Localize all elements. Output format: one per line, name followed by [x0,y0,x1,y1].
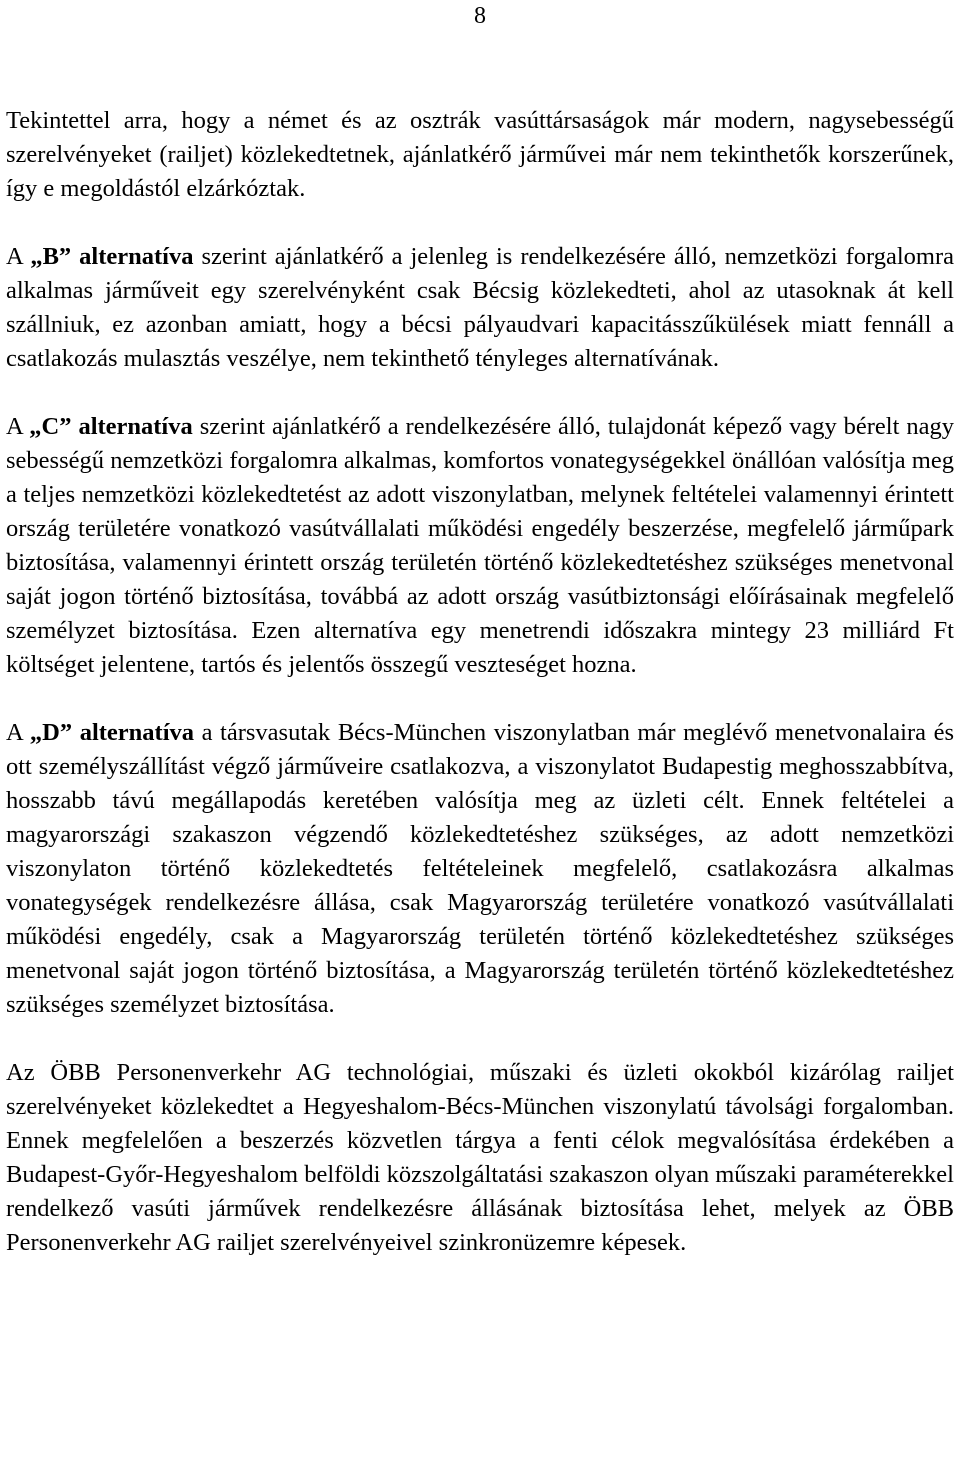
alternative-c-heading: „C” alternatíva [29,413,193,440]
paragraph-railjet-intro [6,104,954,206]
alternative-d-heading: „D” alternatíva [29,719,195,746]
paragraph-prefix: A [6,413,30,440]
paragraph-text: szerint ajánlatkérő a rendelkezésére álló, tulajdonát képező vagy bérelt nagy sebességű nemzetközi forgalomra alkalmas, komfortos vonategységekkel önállóan valósítja meg a teljes nemzetközi közlekedtetést az adott viszonylatban, melynek feltételei valamennyi érintett ország területére vonatkozó vasútvállalati működési engedély beszerzése, megfelelő járműpark biztosítása, valamennyi érintett ország területén történő közlekedtetéshez szükséges menetvonal saját jogon történő biztosítása, továbbá az adott ország vasútbiztonsági előírásainak megfelelő személyzet biztosítása. Ezen alternatíva egy menetrendi időszakra mintegy 23 milliárd Ft költséget jelentene, tartós és jelentős összegű veszteséget hozna. [6,413,954,678]
paragraph-prefix: A [6,719,30,746]
paragraph-text: szerint ajánlatkérő a jelenleg is rendelkezésére álló, nemzetközi forgalomra alkalmas járműveit egy szerelvényként csak Bécsig közlekedteti, ahol az utasoknak át kell szállniuk, ez azonban amiatt, hogy a bécsi pályaudvari kapacitásszűkülések miatt fennáll a csatlakozás mulasztás veszélye, nem tekinthető tényleges alternatívának. [6,243,954,372]
paragraph-alternative-c [6,410,954,682]
paragraph-obb-conclusion [6,1056,954,1260]
paragraph-text: a társvasutak Bécs-München viszonylatban már meglévő menetvonalaira és ott személyszállítást végző járműveire csatlakozva, a viszonylatot Budapestig meghosszabbítva, hosszabb távú megállapodás keretében valósítja meg az üzleti célt. Ennek feltételei a magyarországi szakaszon végzendő közlekedtetéshez szükséges, az adott nemzetközi viszonylaton történő közlekedtetés feltételeinek megfelelő, csatlakozásra alkalmas vonategységek rendelkezésre állása, csak Magyarország területére vonatkozó vasútvállalati működési engedély, csak a Magyarország területén történő közlekedtetéshez szükséges menetvonal saját jogon történő biztosítása, a Magyarország területén történő közlekedtetéshez szükséges személyzet biztosítása. [6,719,955,1018]
paragraph-alternative-d [6,716,954,1022]
page-number: 8 [474,3,486,29]
paragraph-prefix: A [6,243,31,270]
document-body [6,104,954,1294]
paragraph-text: Az ÖBB Personenverkehr AG technológiai, műszaki és üzleti okokból kizárólag railjet szerelvényeket közlekedtet a Hegyeshalom-Bécs-München viszonylatú távolsági forgalomban. Ennek megfelelően a beszerzés közvetlen tárgya a fenti célok megvalósítása érdekében a Budapest-Győr-Hegyeshalom belföldi közszolgáltatási szakaszon olyan műszaki paraméterekkel rendelkező vasúti járművek rendelkezésre állásának biztosítása lehet, melyek az ÖBB Personenverkehr AG railjet szerelvényeivel szinkronüzemre képesek. [6,1059,954,1256]
alternative-b-heading: „B” alternatíva [30,243,194,270]
paragraph-text: Tekintettel arra, hogy a német és az osztrák vasúttársaságok már modern, nagysebességű szerelvényeket (railjet) közlekedtetnek, ajánlatkérő járművei már nem tekinthetők korszerűnek, így e megoldástól elzárkóztak. [6,107,954,202]
paragraph-alternative-b [6,240,954,376]
